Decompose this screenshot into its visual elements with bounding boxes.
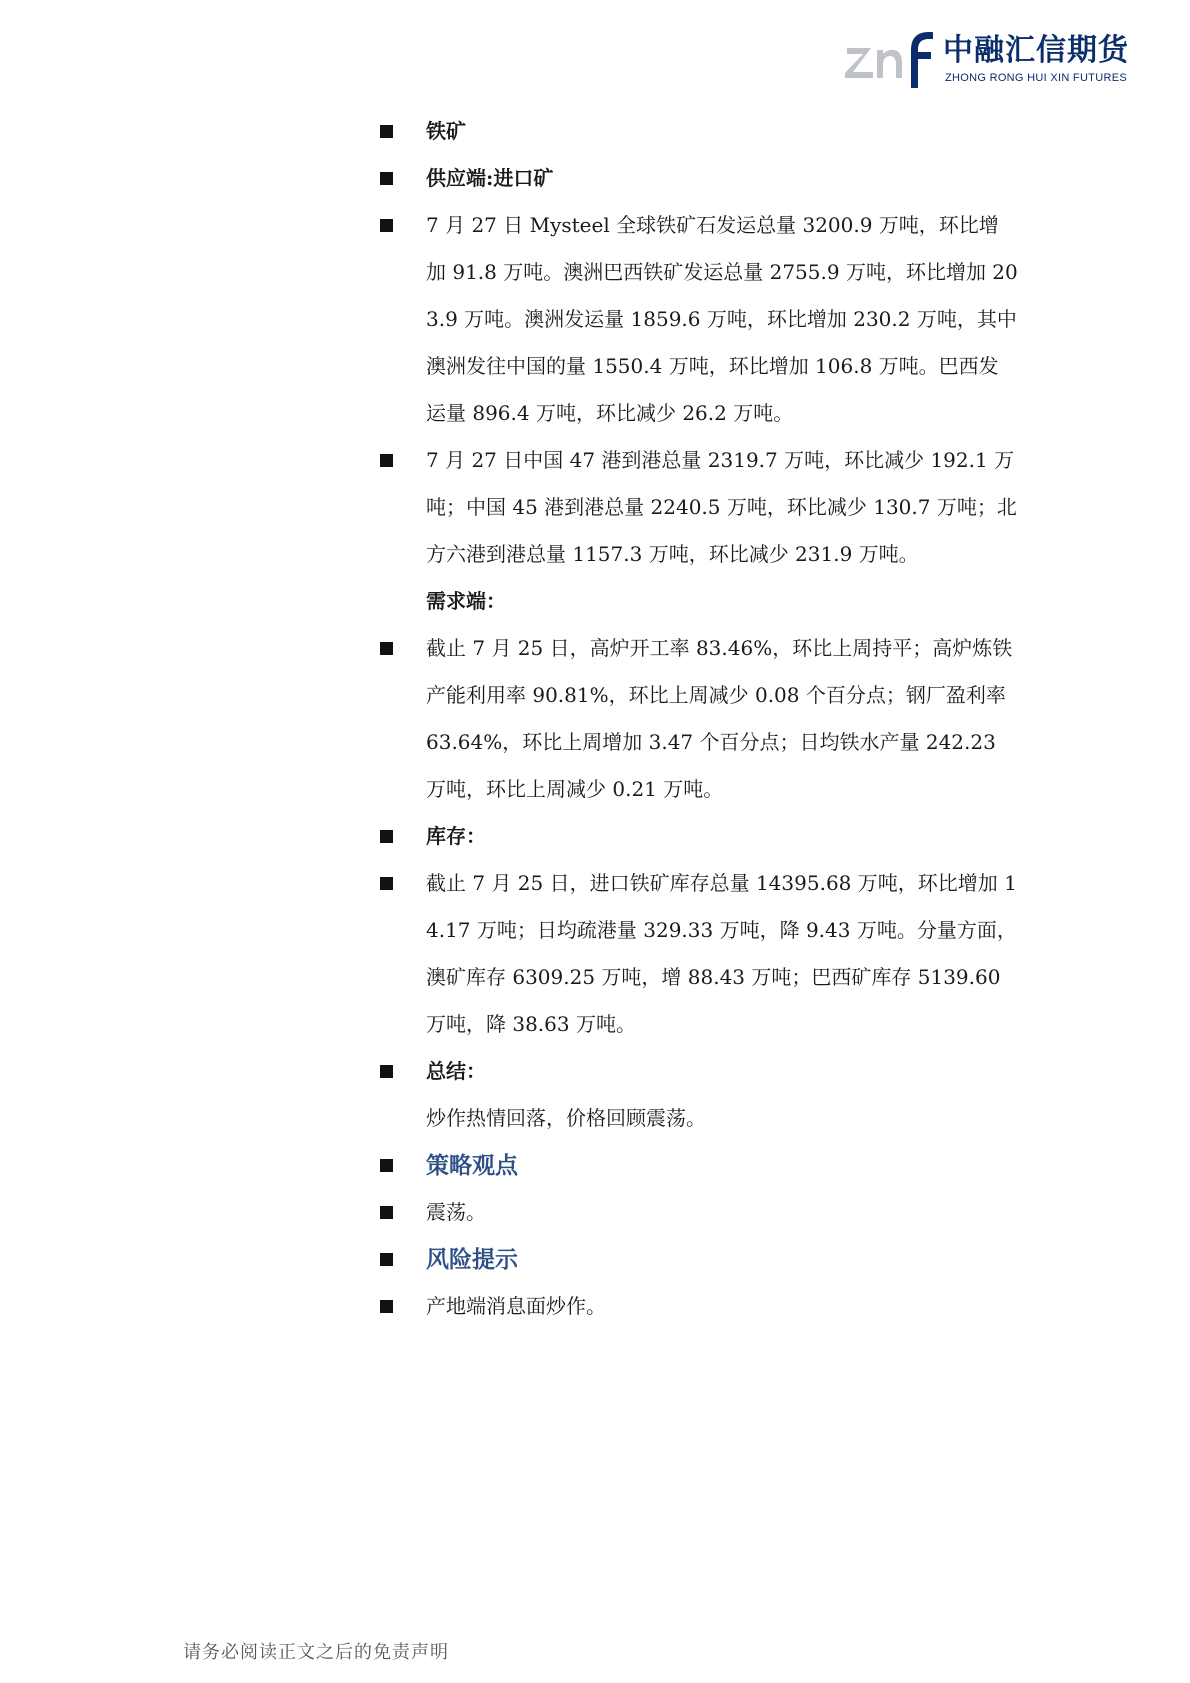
section-title-inventory: 库存： xyxy=(426,824,486,848)
list-item xyxy=(378,437,1018,578)
report-content xyxy=(378,108,1018,1330)
square-bullet-icon xyxy=(380,172,393,185)
list-item xyxy=(378,1236,1018,1283)
demand-paragraph: 截止 7 月 25 日，高炉开工率 83.46%，环比上周持平；高炉炼铁产能利用率 90.81%，环比上周减少 0.08 个百分点；钢厂盈利率 63.64%，环比上周增加 3.47 个百分点；日均铁水产量 242.23 万吨，环比上周减少 0.21 万吨。 xyxy=(426,636,1013,801)
square-bullet-icon xyxy=(380,642,393,655)
logo-english-name: ZHONG RONG HUI XIN FUTURES xyxy=(945,72,1127,84)
inventory-paragraph: 截止 7 月 25 日，进口铁矿库存总量 14395.68 万吨，环比增加 14.17 万吨；日均疏港量 329.33 万吨，降 9.43 万吨。分量方面，澳矿库存 6309.25 万吨，增 88.43 万吨；巴西矿库存 5139.60 万吨，降 38.63 万吨。 xyxy=(426,871,1017,1036)
list-item xyxy=(378,1283,1018,1330)
section-title-demand: 需求端： xyxy=(426,589,506,613)
list-item xyxy=(378,202,1018,437)
list-item xyxy=(378,108,1018,155)
list-item xyxy=(378,1048,1018,1095)
list-item xyxy=(378,1189,1018,1236)
square-bullet-icon xyxy=(380,877,393,890)
square-bullet-icon xyxy=(380,454,393,467)
square-bullet-icon xyxy=(380,1253,393,1266)
square-bullet-icon xyxy=(380,219,393,232)
supply-paragraph-arrivals: 7 月 27 日中国 47 港到港总量 2319.7 万吨，环比减少 192.1 万吨；中国 45 港到港总量 2240.5 万吨，环比减少 130.7 万吨；北方六港到港总量 1157.3 万吨，环比减少 231.9 万吨。 xyxy=(426,448,1017,566)
list-item xyxy=(378,1142,1018,1189)
square-bullet-icon xyxy=(380,1300,393,1313)
square-bullet-icon xyxy=(380,1206,393,1219)
company-logo xyxy=(845,28,1129,90)
risk-paragraph: 产地端消息面炒作。 xyxy=(426,1294,606,1318)
list-item xyxy=(378,860,1018,1048)
list-item xyxy=(378,155,1018,202)
section-title-supply: 供应端:进口矿 xyxy=(426,166,554,190)
section-title-summary: 总结： xyxy=(426,1059,486,1083)
list-item xyxy=(378,813,1018,860)
square-bullet-icon xyxy=(380,125,393,138)
square-bullet-icon xyxy=(380,1065,393,1078)
section-title-risk: 风险提示 xyxy=(426,1246,518,1273)
square-bullet-icon xyxy=(380,830,393,843)
strategy-paragraph: 震荡。 xyxy=(426,1200,486,1224)
logo-chinese-name: 中融汇信期货 xyxy=(943,33,1129,68)
footer-disclaimer: 请务必阅读正文之后的免责声明 xyxy=(183,1642,449,1663)
square-bullet-icon xyxy=(380,1159,393,1172)
section-title-iron-ore: 铁矿 xyxy=(426,119,466,143)
znf-logo-mark-icon xyxy=(845,28,935,90)
section-title-strategy: 策略观点 xyxy=(426,1152,518,1179)
summary-paragraph: 炒作热情回落，价格回顾震荡。 xyxy=(426,1106,706,1130)
list-item xyxy=(378,625,1018,813)
supply-paragraph-shipments: 7 月 27 日 Mysteel 全球铁矿石发运总量 3200.9 万吨，环比增加 91.8 万吨。澳洲巴西铁矿发运总量 2755.9 万吨，环比增加 203.9 万吨。澳洲发运量 1859.6 万吨，环比增加 230.2 万吨，其中澳洲发往中国的量 1550.4 万吨，环比增加 106.8 万吨。巴西发运量 896.4 万吨，环比减少 26.2 万吨。 xyxy=(426,213,1018,425)
